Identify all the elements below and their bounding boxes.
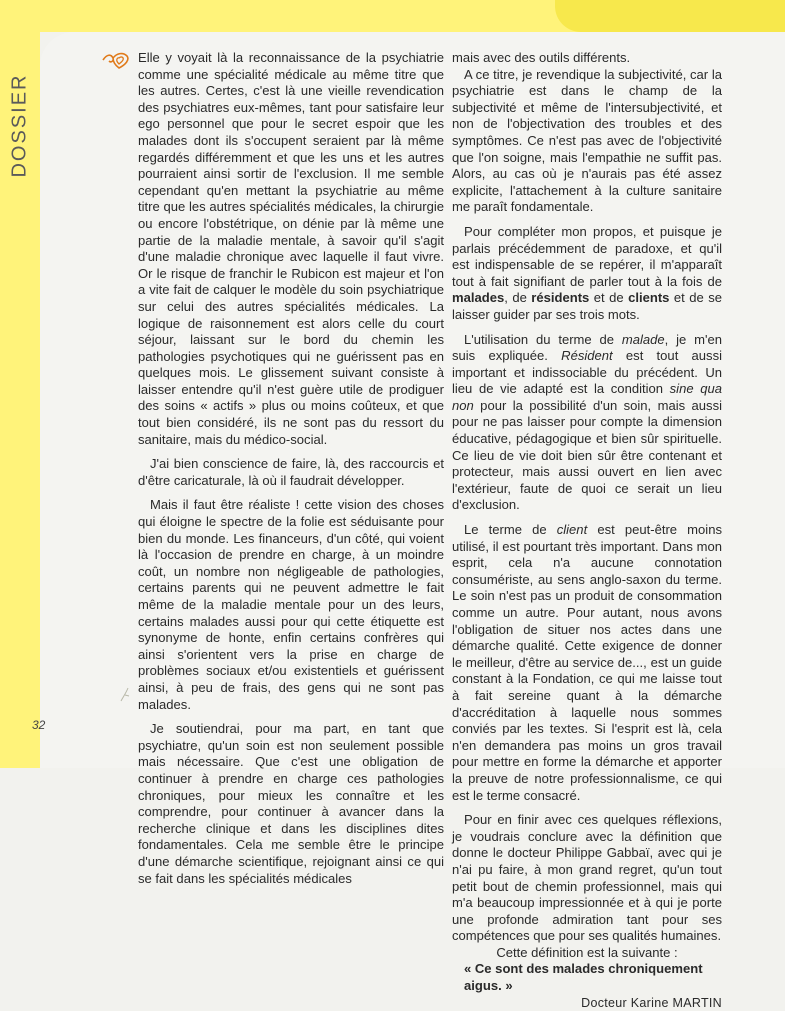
paragraph: Pour en finir avec ces quelques réflexions, je voudrais conclure avec la définition que donne le docteur Philippe Gabbaï, avec qui je n'ai pu faire, à mon grand regret, qu'un tout petit bout de chemin professionnel, mais qui m'a beaucoup impressionnée et à qui je porte une profonde admiration tant pour ses compétences que pour ses qualités humaines. xyxy=(452,812,722,944)
signature: Docteur Karine MARTIN xyxy=(581,995,722,1010)
paragraph: Le terme de client est peut-être moins utilisé, il est pourtant très important. Dans mon esprit, cela n'a aucune connotation consumériste, au sens anglo-saxon du terme. Le soin n'est pas un produit de consommation comme un autre. Pour autant, nous avons l'obligation de situer nos actes dans une démarche qualité. Cette exigence de donner le meilleur, d'être au service de..., est un guide constant à la Fondation, ce qui me laisse tout à fait sereine quant à la démarche d'accréditation à laquelle nous sommes conviés par les textes. Si l'esprit est là, cela n'en demandera pas moins un gros travail pour mettre en forme la démarche et apporter la preuve de notre professionnalisme, ce qui est le terme consacré. xyxy=(452,522,722,803)
top-band-curve xyxy=(555,0,785,32)
heart-swirl-icon xyxy=(101,49,131,71)
keyword-residents: résidents xyxy=(531,290,590,306)
paragraph: Elle y voyait là la reconnaissance de la psychiatrie comme une spécialité médicale au même titre que les autres. Certes, c'est là une vieille revendication des psychiatres eux-mêmes, tant pour satisfaire leur ego personnel que pour le secret espoir que les malades dont ils s'occupent seraient par là même regardés différemment et que les uns et les autres pourraient ainsi sortir de l'exclusion. Il me semble cependant qu'en mettant la psychiatrie au même titre que les autres spécialités médicales, la chirurgie ou encore l'obstétrique, on dénie par là même une partie de la maladie mentale, à savoir qu'il s'agit d'une maladie chronique avec laquelle il faut vivre. Or le risque de franchir le Rubicon est majeur et l'on a vite fait de calquer le modèle du soin psychiatrique sur celui des autres spécialités médicales. La logique de raisonnement est alors celle du court séjour, laissant sur le bord du chemin les pathologies psychotiques qui ne guérissent pas en quelques mois. Le glissement suivant consiste à laisser entendre qu'il n'est guère utile de prodiguer des soins « actifs » plus ou moins coûteux, et que tout bien considéré, ils ne sont pas du ressort du sanitaire, mais du médico-social. xyxy=(138,50,444,447)
quote: « Ce sont des malades chroniquement aigus. » xyxy=(464,961,703,994)
paragraph: J'ai bien conscience de faire, là, des raccourcis et d'être caricaturale, là où il faudrait développer. xyxy=(138,456,444,488)
keyword-malades: malades xyxy=(452,290,505,306)
left-text-column xyxy=(138,50,444,887)
paragraph: Pour compléter mon propos, et puisque je parlais précédemment de paradoxe, et qu'il est indispensable de se repérer, il m'apparaît tout à fait signifiant de parler tout à la fois de malades, de résidents et de clients et de se laisser guider par ses trois mots. xyxy=(452,223,722,322)
paper-speck xyxy=(118,685,132,703)
section-label-text: DOSSIER xyxy=(8,72,31,178)
page-number: 32 xyxy=(32,718,46,732)
paragraph: A ce titre, je revendique la subjectivité, car la psychiatrie est dans le champ de la subjectivité et même de l'intersubjectivité, et non de l'objectivation des troubles et des symptômes. Ce n'est pas avec de l'objectivité que l'on soigne, mais l'empathie ne suffit pas. Alors, au cas où je n'aurais pas été assez explicite, l'attachement à la culture sanitaire me paraît fondamentale. xyxy=(452,66,722,215)
right-text-column xyxy=(452,50,722,1011)
definition-intro: Cette définition est la suivante : xyxy=(496,944,678,960)
paragraph: Je soutiendrai, pour ma part, en tant que psychiatre, qu'un soin est non seulement possible mais nécessaire. Que c'est une obligation de continuer à prendre en charge ces pathologies chroniques, pour mieux les connaître et les comprendre, pour continuer à avancer dans la recherche clinique et dans les disciplines dites fondamentales. Cela me semble être le principe d'une démarche scientifique, rejoignant ainsi ce qui se fait dans les spécialités médicales xyxy=(138,721,444,886)
paragraph: Mais il faut être réaliste ! cette vision des choses qui éloigne le spectre de la folie est séduisante pour bien du monde. Les financeurs, d'un côté, qui voient là l'occasion de prendre en charge, à un moindre coût, un nombre non négligeable de pathologies, certains parents qui ne peuvent admettre le fait même de la maladie mentale pour un des leurs, certains malades aussi pour qui cette étiquette est synonyme de honte, enfin certains confrères qui ainsi s'orientent vers la prise en charge de problèmes sociaux et/ou existentiels et guérissent ainsi, à peu de frais, des gens qui ne sont pas malades. xyxy=(138,497,444,712)
keyword-clients: clients xyxy=(628,290,670,306)
paragraph: L'utilisation du terme de malade, je m'en suis expliquée. Résident est tout aussi important et indissociable du précédent. Un lieu de vie adapté est la condition sine qua non pour la possibilité d'un soin, mais aussi pour ne pas laisser pour compte la dimension éducative, pédagogique et bien sûr spirituelle. Ce lieu de vie doit bien sûr être contenant et protecteur, mais aussi ouvert en lien avec l'extérieur, faute de quoi ce serait un lieu d'exclusion. xyxy=(452,331,723,513)
paragraph-continuation: mais avec des outils différents. xyxy=(452,50,631,65)
top-color-band xyxy=(0,0,785,32)
section-label xyxy=(4,60,36,190)
